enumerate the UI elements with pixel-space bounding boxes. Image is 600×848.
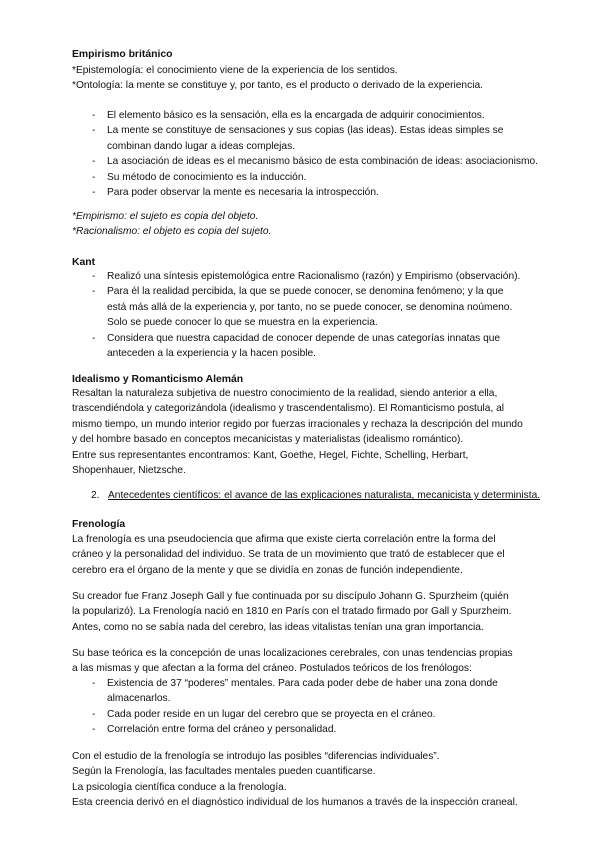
list-item xyxy=(72,123,582,154)
frenologia-paragraph-2 xyxy=(72,589,582,635)
bullet-dash: - xyxy=(92,286,96,298)
list-item-text: anteceden a la experiencia y la hacen posible. xyxy=(107,348,316,360)
bullet-dash: - xyxy=(92,110,96,121)
list-item-text: Considera que nuestra capacidad de conocer depende de unas categorías innatas que xyxy=(107,332,501,344)
list-item xyxy=(72,676,582,707)
text-line: La psicología científica conduce a la frenología. xyxy=(72,781,287,793)
text-line: cerebro era el órgano de la mente y que se dividía en zonas de función independiente. xyxy=(72,564,463,576)
bullet-dash: - xyxy=(92,156,96,168)
note-line: *Empirismo: el sujeto es copia del objeto. xyxy=(72,211,259,222)
frenologia-bullet-list xyxy=(72,676,582,738)
frenologia-paragraph-4 xyxy=(72,749,582,811)
list-item xyxy=(72,154,582,169)
idealismo-paragraph xyxy=(72,386,582,478)
numbered-section-2 xyxy=(91,488,591,503)
bullet-dash: - xyxy=(92,125,96,137)
list-item xyxy=(72,269,582,284)
list-item-text: El elemento básico es la sensación, ella es la encargada de adquirir conocimientos. xyxy=(107,110,485,121)
text-line: cráneo y la personalidad del individuo. Se trata de un movimiento que trató de establecer que el xyxy=(72,549,505,561)
frenologia-paragraph-1 xyxy=(72,532,582,578)
text-line: Su creador fue Franz Joseph Gall y fue continuada por su discípulo Johann G. Spurzheim (quién xyxy=(72,591,509,602)
list-item-text: Realizó una síntesis epistemológica entre Racionalismo (razón) y Empirismo (observación). xyxy=(107,271,521,282)
text-line: Antes, como no se sabía nada del cerebro, las ideas vitalistas tenían una gran importancia. xyxy=(72,621,484,633)
heading-kant: Kant xyxy=(72,257,96,268)
list-item-text: almacenarlos. xyxy=(107,693,171,705)
list-item-text: La mente se constituye de sensaciones y sus copias (las ideas). Estas ideas simples se xyxy=(107,125,504,137)
text-line: a las mismas y que afectan a la forma del cráneo. Postulados teóricos de los frenólogos: xyxy=(72,663,472,675)
empirismo-bullet-list xyxy=(72,108,582,200)
list-item xyxy=(72,722,582,737)
list-item-text: combinan dando lugar a ideas complejas. xyxy=(107,140,296,152)
text-line: *Ontología: la mente se constituye y, por tanto, es el producto o derivado de la experiencia. xyxy=(72,80,483,92)
section-number: 2. xyxy=(91,490,100,501)
frenologia-paragraph-3 xyxy=(72,646,582,677)
list-item-text: Existencia de 37 “poderes” mentales. Para cada poder debe de haber una zona donde xyxy=(107,678,498,689)
text-line: mismo tiempo, un mundo interior regido por fuerzas irracionales y rechaza la descripción del mundo xyxy=(72,418,523,430)
list-item xyxy=(72,331,582,362)
bullet-dash: - xyxy=(92,187,96,199)
text-line: Con el estudio de la frenología se introdujo las posibles “diferencias individuales”. xyxy=(72,751,440,762)
text-line: La frenología es una pseudociencia que afirma que existe cierta correlación entre la forma del xyxy=(72,534,496,545)
bullet-dash: - xyxy=(92,708,96,720)
list-item xyxy=(72,185,582,200)
empirismo-notes xyxy=(72,209,582,240)
heading-frenologia: Frenología xyxy=(72,519,126,530)
list-item-text: La asociación de ideas es el mecanismo básico de esta combinación de ideas: asociacionismo. xyxy=(107,156,538,168)
list-item-text: Su método de conocimiento es la inducción. xyxy=(107,171,307,183)
heading-idealismo: Idealismo y Romanticismo Alemán xyxy=(72,374,244,385)
text-line: Shopenhauer, Nietzsche. xyxy=(72,465,186,477)
heading-empirismo: Empirismo británico xyxy=(72,49,173,60)
list-item-text: Para poder observar la mente es necesaria la introspección. xyxy=(107,187,379,199)
empirismo-definitions xyxy=(72,63,582,94)
text-line: Resaltan la naturaleza subjetiva de nuestro conocimiento de la realidad, siendo anterior a ella, xyxy=(72,388,498,399)
text-line: y del hombre basado en conceptos mecanicistas y materialistas (idealismo romántico). xyxy=(72,434,464,446)
section-title: Antecedentes científicos: el avance de las explicaciones naturalista, mecanicista y determinista. xyxy=(108,490,541,501)
list-item-text: Para él la realidad percibida, la que se puede conocer, se denomina fenómeno; y la que xyxy=(107,286,504,298)
bullet-dash: - xyxy=(92,332,96,344)
list-item-text: Solo se puede conocer lo que se muestra en la experiencia. xyxy=(107,317,378,329)
list-item-text: está más allá de la experiencia y, por tanto, no se puede conocer, se denomina noúmeno. xyxy=(107,301,513,313)
list-item-text: Cada poder reside en un lugar del cerebro que se proyecta en el cráneo. xyxy=(107,708,436,720)
text-line: Su base teórica es la concepción de unas localizaciones cerebrales, con unas tendencias propias xyxy=(72,648,513,659)
list-item xyxy=(72,170,582,185)
list-item xyxy=(72,707,582,722)
bullet-dash: - xyxy=(92,678,96,689)
bullet-dash: - xyxy=(92,271,96,282)
bullet-dash: - xyxy=(92,171,96,183)
bullet-dash: - xyxy=(92,724,96,736)
text-line: Según la Frenología, las facultades mentales pueden cuantificarse. xyxy=(72,766,376,778)
text-line: la popularizó). La Frenología nació en 1810 en París con el tratado firmado por Gall y Spurzheim. xyxy=(72,606,512,618)
text-line: Esta creencia derivó en el diagnóstico individual de los humanos a través de la inspección craneal. xyxy=(72,797,518,809)
list-item xyxy=(72,284,582,330)
kant-bullet-list xyxy=(72,269,582,361)
text-line: Entre sus representantes encontramos: Kant, Goethe, Hegel, Fichte, Schelling, Herbart, xyxy=(72,449,469,461)
list-item-text: Correlación entre forma del cráneo y personalidad. xyxy=(107,724,337,736)
text-line: *Epistemología: el conocimiento viene de la experiencia de los sentidos. xyxy=(72,65,398,76)
list-item xyxy=(72,108,582,123)
note-line: *Racionalismo: el objeto es copia del sujeto. xyxy=(72,226,272,238)
text-line: trascendiéndola y categorizándola (idealismo y trascendentalismo). El Romanticismo postula, al xyxy=(72,403,505,415)
